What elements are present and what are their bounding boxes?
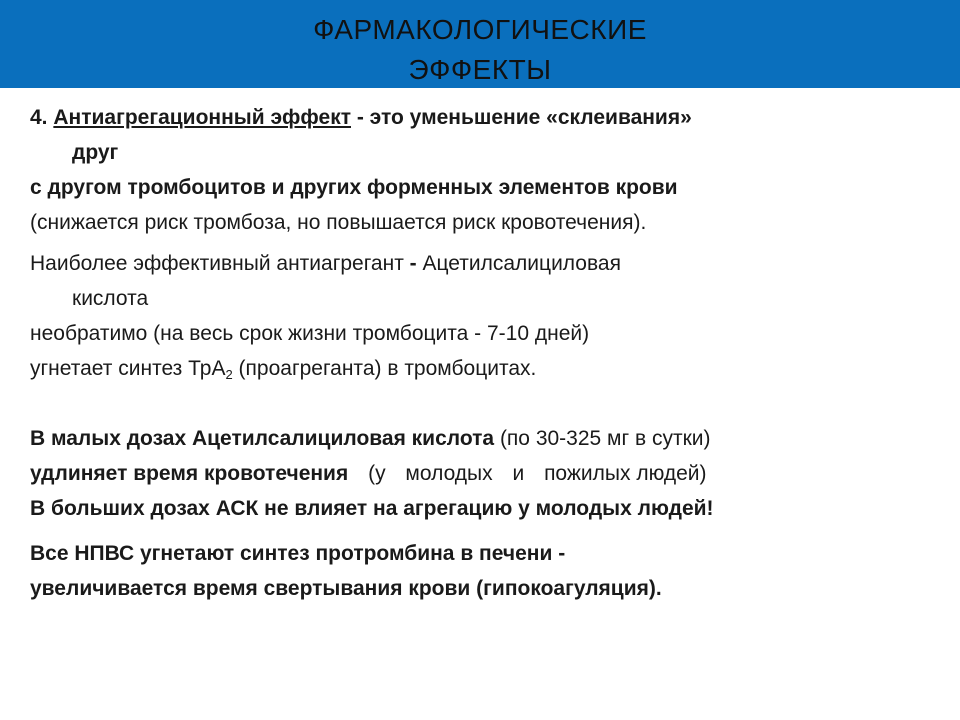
p3-line-2-w3: и bbox=[512, 462, 525, 485]
slide-body bbox=[30, 100, 950, 606]
p3-line-2-bold: удлиняет время кровотечения bbox=[30, 462, 349, 485]
p2-line-1 bbox=[30, 246, 950, 281]
p2-dash: - bbox=[409, 252, 417, 275]
p2-subscript: 2 bbox=[225, 367, 233, 382]
p2-text-a: Наиболее эффективный антиагрегант bbox=[30, 252, 410, 275]
p2-line-1-cont: кислота bbox=[72, 287, 149, 310]
p2-text-b: Ацетилсалициловая bbox=[416, 252, 621, 275]
slide-title bbox=[0, 10, 960, 90]
p1-line-3: (снижается риск тромбоза, но повышается риск кровотечения). bbox=[30, 211, 647, 234]
p3-line-1-rest: (по 30-325 мг в сутки) bbox=[494, 427, 711, 450]
p1-number: 4. bbox=[30, 106, 48, 129]
p1-line-1 bbox=[30, 100, 950, 135]
p1-line-1-cont: друг bbox=[72, 141, 119, 164]
p4-line-2: увеличивается время свертывания крови (гипокоагуляция). bbox=[30, 577, 662, 600]
p2-line-3-a: угнетает синтез ТрА bbox=[30, 357, 226, 380]
title-line-2: ЭФФЕКТЫ bbox=[408, 54, 552, 85]
p1-line-2: с другом тромбоцитов и других форменных элементов крови bbox=[30, 176, 678, 199]
p3-line-1-bold: В малых дозах Ацетилсалициловая кислота bbox=[30, 427, 495, 450]
p3-line-2-w2: молодых bbox=[405, 462, 493, 485]
p3-line-3: В больших дозах АСК не влияет на агрегацию у молодых людей! bbox=[30, 497, 714, 520]
p4-line-1: Все НПВС угнетают синтез протромбина в печени - bbox=[30, 542, 566, 565]
title-line-1: ФАРМАКОЛОГИЧЕСКИЕ bbox=[313, 14, 647, 45]
p2-line-2: необратимо (на весь срок жизни тромбоцита - 7-10 дней) bbox=[30, 322, 590, 345]
p3-line-2 bbox=[30, 456, 950, 491]
p1-definition: - это уменьшение «склеивания» bbox=[356, 106, 692, 129]
p3-line-2-w1: (у bbox=[368, 462, 386, 485]
p2-line-3 bbox=[30, 351, 950, 386]
p1-term: Антиагрегационный эффект bbox=[53, 106, 351, 129]
p3-line-1 bbox=[30, 421, 950, 456]
p3-line-2-w4: пожилых людей) bbox=[544, 462, 707, 485]
p2-line-3-b: (проагреганта) в тромбоцитах. bbox=[232, 357, 537, 380]
